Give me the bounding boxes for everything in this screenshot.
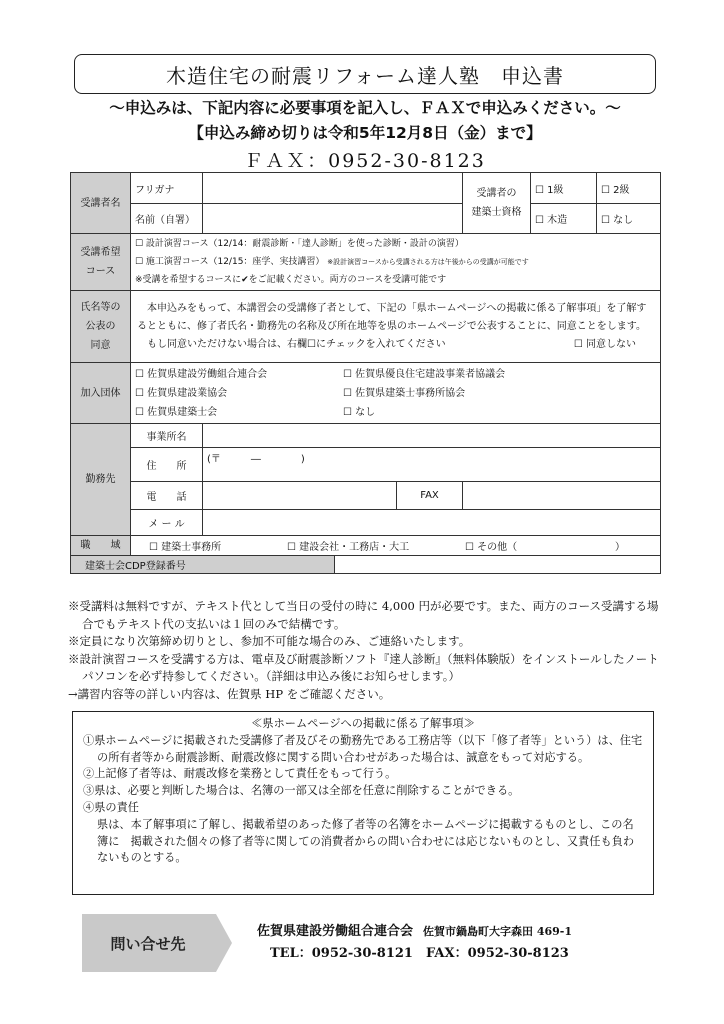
agreement-item-4-body: 県は、本了解事項に了解し、掲載希望のあった修了者等の名簿をホームページに掲載するものとし、この名簿に 掲載された個々の修了者等に関しての消費者からの問い合わせには応じないものとし、又責任も負わないものとする。 — [97, 817, 635, 865]
furigana-input[interactable] — [203, 173, 463, 204]
agreement-heading: ≪県ホームページへの掲載に係る了解事項≫ — [251, 717, 475, 730]
deadline-text: 【申込み締め切りは令和5年12月8日（金）まで】 — [188, 124, 542, 142]
note-fee: ※受講料は無料ですが、テキスト代として当日の受付の時に 4,000 円が必要です。また、両方のコース受講する場合でもテキスト代の支払いは１回のみで結構です。 — [68, 599, 659, 631]
occupation-other-close: ） — [615, 542, 625, 553]
fax-input[interactable] — [463, 482, 661, 510]
agreement-item-3: ③県は、必要と判断した場合は、名簿の一部又は全部を任意に削除することができる。 — [83, 784, 520, 798]
qual-1st-checkbox[interactable]: ☐ 1級 — [531, 173, 597, 204]
course-design-checkbox[interactable]: ☐ 設計演習コース（12/14：耐震診断・「達人診断」を使った診断・設計の演習） — [135, 239, 464, 249]
disclosure-text: 本申込みをもって、本講習会の受講修了者として、下記の「県ホームページへの掲載に係る了解事項」を了解するとともに、修了者氏名・勤務先の名称及び所在地等を県のホームページで公表することに、同意ことをします。 — [137, 302, 647, 332]
course-construction-checkbox[interactable]: ☐ 施工演習コース（12/15：座学、実技講習） ※設計演習コースから受講される方は午後からの受講が可能です — [135, 257, 529, 267]
group-label: 加入団体 — [71, 363, 131, 424]
disclosure-optout-text: もし同意いただけない場合は、右欄☐にチェックを入れてください — [147, 338, 446, 350]
course-label: 受講希望 コース — [71, 234, 131, 291]
name-input[interactable] — [203, 204, 463, 234]
disagree-checkbox[interactable]: ☐ 同意しない — [573, 338, 636, 350]
contact-org: 佐賀県建設労働組合連合会 佐賀市鍋島町大字森田 469-1 — [257, 924, 573, 939]
disclosure-label: 氏名等の 公表の 同意 — [71, 291, 131, 363]
office-name-label: 事業所名 — [131, 424, 203, 448]
form-title: 木造住宅の耐震リフォーム達人塾 申込書 — [74, 54, 656, 94]
phone-input[interactable] — [203, 482, 397, 510]
occupation-cell — [131, 536, 661, 556]
disclosure-cell — [131, 291, 661, 363]
group-checkbox-builders[interactable]: ☐ 佐賀県優良住宅建設事業者協議会 — [343, 368, 506, 380]
group-checkbox-construction[interactable]: ☐ 佐賀県建設業協会 — [135, 387, 228, 399]
address-label: 住 所 — [131, 448, 203, 482]
workplace-label: 勤務先 — [71, 424, 131, 536]
contact-tab — [82, 914, 232, 972]
agreement-item-4-title: ④県の責任 — [83, 800, 139, 814]
cpd-label: 建築士会CDP登録番号 — [71, 556, 335, 574]
contact-phones: TEL：0952-30-8121 FAX：0952-30-8123 — [270, 946, 569, 961]
instruction-text: ～申込みは、下記内容に必要事項を記入し、ＦＡＸで申込みください。～ — [109, 99, 621, 117]
qualification-label: 受講者の 建築士資格 — [463, 173, 531, 234]
name-label: 名前（自署） — [131, 204, 203, 234]
address-input[interactable]: (〒 ― ) — [203, 448, 661, 482]
phone-label: 電 話 — [131, 482, 203, 510]
contact-address: 佐賀市鍋島町大字森田 469-1 — [423, 925, 573, 938]
note-website: →講習内容等の詳しい内容は、佐賀県 HP をご確認ください。 — [68, 686, 391, 701]
office-name-input[interactable] — [203, 424, 661, 448]
furigana-label: フリガナ — [131, 173, 203, 204]
contact-tab-shape — [82, 914, 232, 972]
course-cell — [131, 234, 661, 291]
email-label: メ ー ル — [131, 510, 203, 536]
applicant-label: 受講者名 — [71, 173, 131, 234]
fax-label: FAX — [397, 482, 463, 510]
course-note: ※受講を希望するコースに✔をご記載ください。両方のコースを受講可能です — [135, 275, 447, 285]
qual-2nd-checkbox[interactable]: ☐ 2級 — [597, 173, 661, 204]
qual-none-checkbox[interactable]: ☐ なし — [597, 204, 661, 234]
note-laptop: ※設計演習コースを受講する方は、電卓及び耐震診断ソフト『達人診断』（無料体験版）をインストールしたノートパソコンを必ず持参してください。（詳細は申込み後にお知らせします。） — [68, 651, 659, 683]
occupation-checkbox-builder[interactable]: ☐ 建設会社・工務店・大工 — [287, 542, 410, 553]
cpd-input[interactable] — [335, 556, 661, 574]
note-capacity: ※定員になり次第締め切りとし、参加不可能な場合のみ、ご連絡いたします。 — [68, 634, 471, 648]
agreement-item-1: ①県ホームページに掲載された受講修了者及びその勤務先である工務店等（以下「修了者等」という）は、住宅の所有者等から耐震診断、耐震改修に関する問い合わせがあった場合は、誠意をもって対応する。 — [83, 733, 643, 764]
notes — [68, 598, 668, 703]
group-checkbox-architect-office[interactable]: ☐ 佐賀県建築士事務所協会 — [343, 387, 466, 399]
occupation-checkbox-architect[interactable]: ☐ 建築士事務所 — [149, 542, 222, 553]
contact-tab-label: 問い合せ先 — [110, 935, 186, 953]
agreement-box — [72, 711, 654, 895]
group-checkbox-none[interactable]: ☐ なし — [343, 406, 376, 418]
email-input[interactable] — [203, 510, 661, 536]
qual-wood-checkbox[interactable]: ☐ 木造 — [531, 204, 597, 234]
agreement-item-2: ②上記修了者等は、耐震改修を業務として責任をもって行う。 — [83, 767, 397, 781]
group-checkbox-architect-society[interactable]: ☐ 佐賀県建築士会 — [135, 406, 218, 418]
occupation-label: 職 域 — [71, 536, 131, 556]
occupation-checkbox-other[interactable]: ☐ その他（ — [465, 542, 518, 553]
application-form — [70, 172, 661, 574]
group-cell — [131, 363, 661, 424]
group-checkbox-labor-union[interactable]: ☐ 佐賀県建設労働組合連合会 — [135, 368, 268, 380]
fax-number-header: ＦＡＸ：0952-30-8123 — [244, 150, 486, 172]
